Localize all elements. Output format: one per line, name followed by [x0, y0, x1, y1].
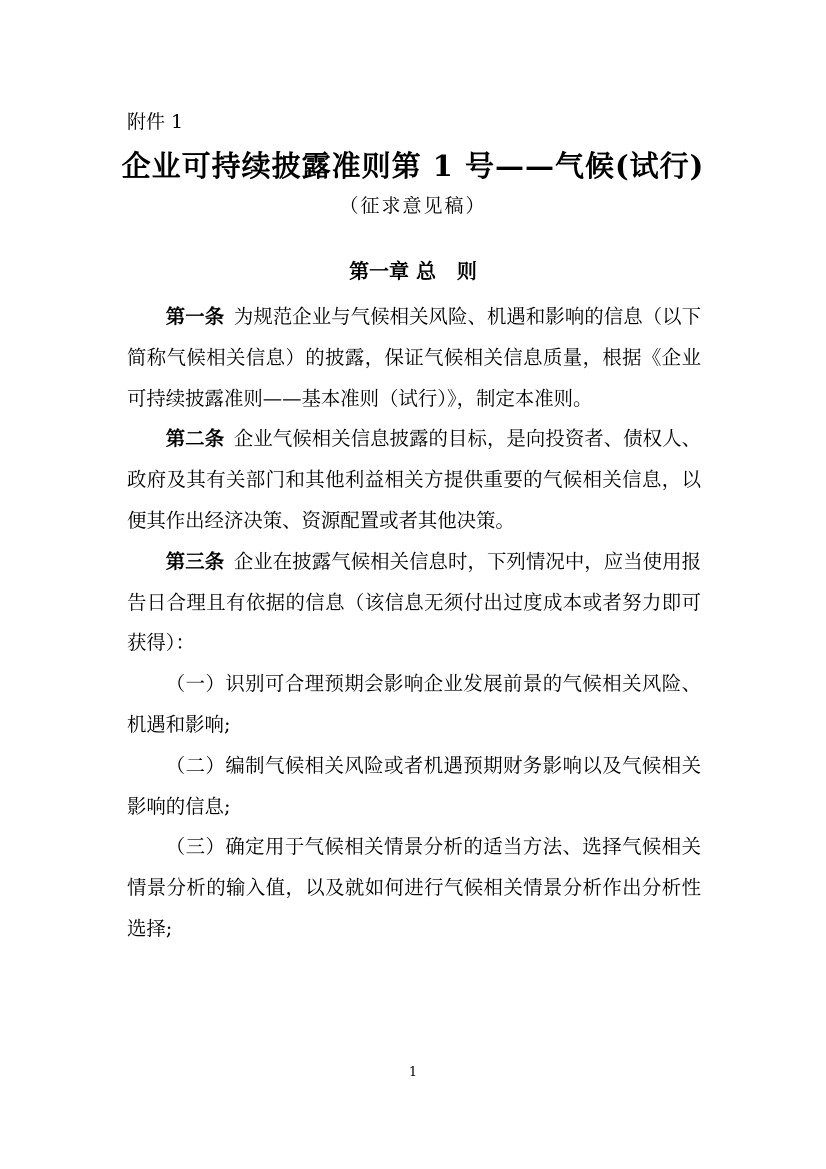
chapter-heading	[0, 257, 826, 285]
article-3-keyword: 第三条	[165, 549, 225, 573]
article-2-keyword: 第二条	[165, 427, 225, 451]
chapter-name-part-2: 则	[456, 259, 477, 283]
document-title: 企业可持续披露准则第 1 号——气候(试行)	[121, 149, 705, 183]
article-2-text: 企业气候相关信息披露的目标，是向投资者、债权人、政府及其有关部门和其他利益相关方提供重要的气候相关信息，以便其作出经济决策、资源配置或者其他决策。	[127, 427, 702, 532]
chapter-label: 第一章	[349, 259, 410, 283]
article-1-keyword: 第一条	[165, 305, 225, 328]
list-item-1: （一）识别可合理预期会影响企业发展前景的气候相关风险、机遇和影响;	[127, 672, 701, 736]
chapter-name-part-1: 总	[416, 259, 437, 283]
document-body	[127, 297, 701, 950]
page-number: 1	[408, 1065, 418, 1080]
list-item-3: （三）确定用于气候相关情景分析的适当方法、选择气候相关情景分析的输入值，以及就如何进行气候相关情景分析作出分析性选择;	[127, 835, 701, 940]
article-1	[127, 297, 701, 419]
article-2	[127, 419, 701, 541]
article-3	[127, 542, 701, 664]
article-1-text: 为规范企业与气候相关风险、机遇和影响的信息（以下简称气候相关信息）的披露，保证气候相关信息质量，根据《企业可持续披露准则——基本准则（试行）》，制定本准则。	[127, 305, 702, 410]
article-3-text: 企业在披露气候相关信息时，下列情况中，应当使用报告日合理且有依据的信息（该信息无须付出过度成本或者努力即可获得）：	[127, 549, 702, 655]
attachment-label: 附件 1	[127, 111, 184, 133]
document-subtitle: （征求意见稿）	[339, 195, 487, 217]
list-item-2: （二）编制气候相关风险或者机遇预期财务影响以及气候相关影响的信息;	[127, 753, 701, 818]
